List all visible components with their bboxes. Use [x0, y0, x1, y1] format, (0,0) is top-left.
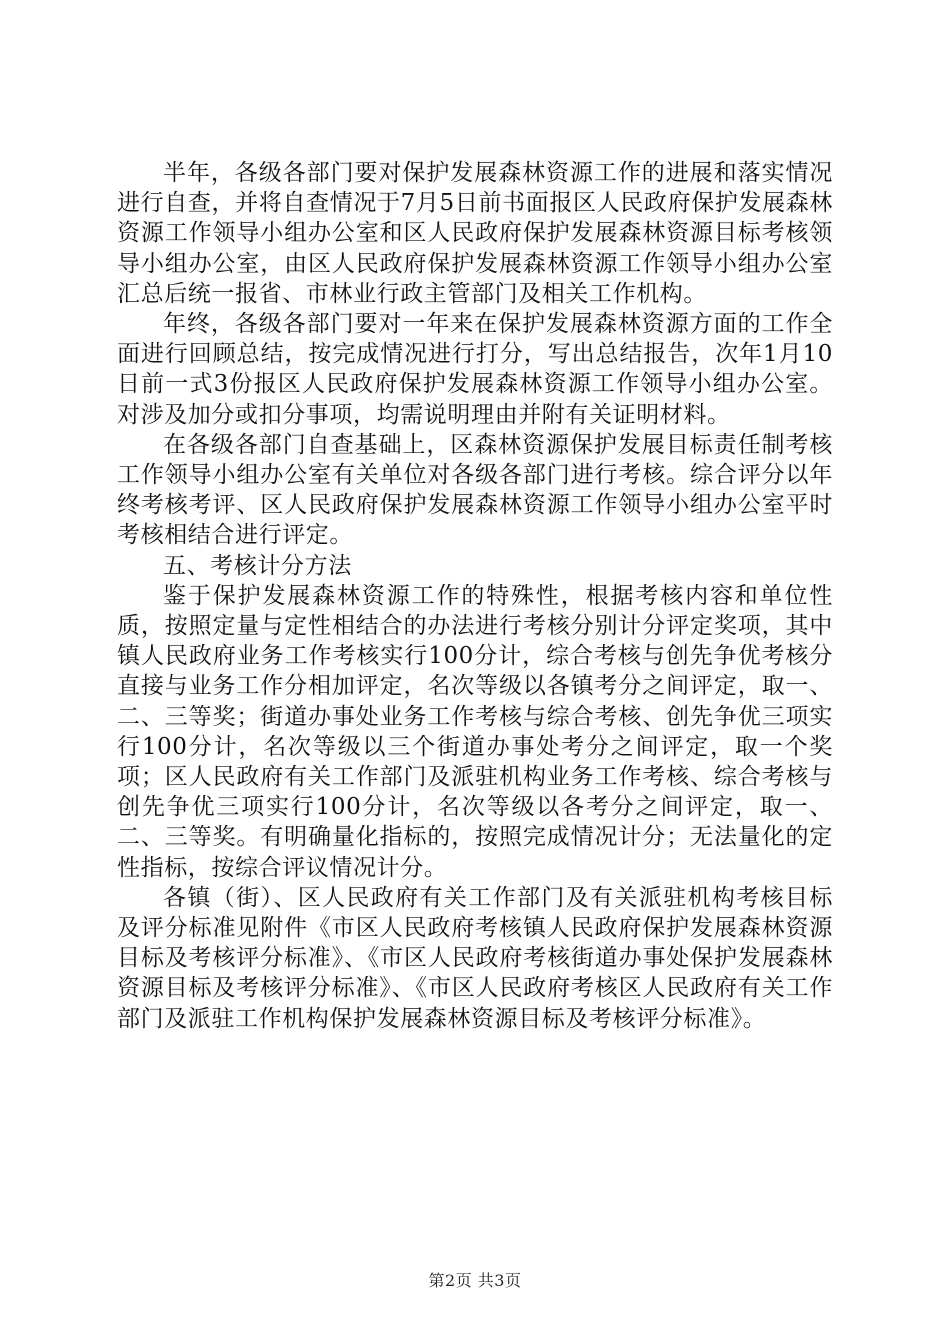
- paragraph-scoring-standards: 各镇（街）、区人民政府有关工作部门及有关派驻机构考核目标及评分标准见附件《市区人民政府考核镇人民政府保护发展森林资源目标及考核评分标准》、《市区人民政府考核街道办事处保护发展森林资源目标及考核评分标准》、《市区人民政府考核区人民政府有关工作部门及派驻工作机构保护发展森林资源目标及考核评分标准》。: [117, 884, 833, 1032]
- paragraph-scoring-rules: 鉴于保护发展森林资源工作的特殊性，根据考核内容和单位性质，按照定量与定性相结合的办法进行考核分别计分评定奖项，其中镇人民政府业务工作考核实行100分计，综合考核与创先争优考核分直接与业务工作分相加评定，名次等级以各镇考分之间评定，取一、二、三等奖；街道办事处业务工作考核与综合考核、创先争优三项实行100分计，名次等级以三个街道办事处考分之间评定，取一个奖项；区人民政府有关工作部门及派驻机构业务工作考核、综合考核与创先争优三项实行100分计，名次等级以各考分之间评定，取一、二、三等奖。有明确量化指标的，按照完成情况计分；无法量化的定性指标，按综合评议情况计分。: [117, 582, 833, 881]
- document-body: [117, 158, 833, 1034]
- section-heading-scoring-method: 五、考核计分方法: [163, 552, 352, 579]
- paragraph-self-inspection: 半年，各级各部门要对保护发展森林资源工作的进展和落实情况进行自查，并将自查情况于7月5日前书面报区人民政府保护发展森林资源工作领导小组办公室和区人民政府保护发展森林资源目标考核领导小组办公室，由区人民政府保护发展森林资源工作领导小组办公室汇总后统一报省、市林业行政主管部门及相关工作机构。: [117, 160, 833, 307]
- paragraph-year-end-summary: 年终，各级各部门要对一年来在保护发展森林资源方面的工作全面进行回顾总结，按完成情况进行打分，写出总结报告，次年1月10日前一式3份报区人民政府保护发展森林资源工作领导小组办公室。对涉及加分或扣分事项，均需说明理由并附有关证明材料。: [117, 311, 833, 428]
- paragraph-assessment: 在各级各部门自查基础上，区森林资源保护发展目标责任制考核工作领导小组办公室有关单位对各级各部门进行考核。综合评分以年终考核考评、区人民政府保护发展森林资源工作领导小组办公室平时考核相结合进行评定。: [117, 431, 833, 549]
- page-footer: 第2页 共3页: [428, 1271, 522, 1290]
